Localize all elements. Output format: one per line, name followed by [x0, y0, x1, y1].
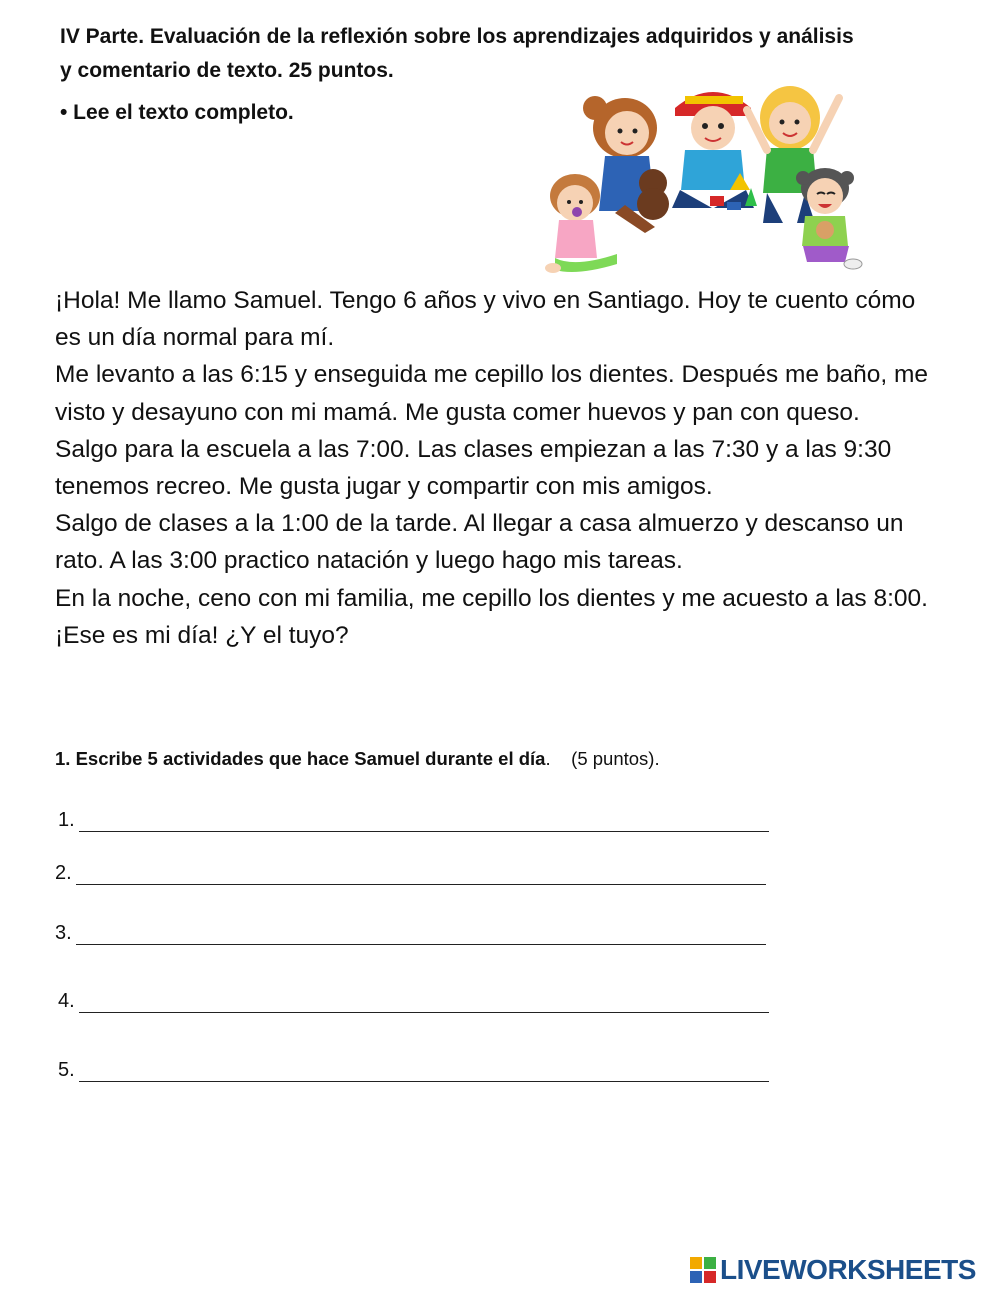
answer-input-4[interactable] — [79, 998, 769, 1016]
section-title: IV Parte. Evaluación de la reflexión sobre los aprendizajes adquiridos y análisis y comentario de texto. 25 puntos. — [60, 25, 854, 82]
read-instruction: • Lee el texto completo. — [60, 101, 294, 124]
question-points: (5 puntos). — [571, 748, 660, 769]
passage-paragraph: ¡Hola! Me llamo Samuel. Tengo 6 años y vivo en Santiago. Hoy te cuento cómo es un día normal para mí. — [55, 287, 916, 352]
answer-input-1[interactable] — [79, 817, 769, 835]
passage-paragraph: ¡Ese es mi día! ¿Y el tuyo? — [55, 621, 349, 649]
answer-number: 3. — [55, 922, 72, 944]
question-punct: . — [545, 748, 551, 769]
answer-row-3 — [55, 921, 766, 945]
answer-number: 4. — [58, 990, 75, 1012]
answer-number: 1. — [58, 809, 75, 831]
passage-paragraph: Salgo para la escuela a las 7:00. Las clases empiezan a las 7:30 y a las 9:30 tenemos recreo. Me gusta jugar y compartir con mis amigos. — [55, 435, 892, 501]
answer-number: 2. — [55, 862, 72, 884]
passage-paragraph: Me levanto a las 6:15 y enseguida me cepillo los dientes. Después me baño, me visto y desayuno con mi mamá. Me gusta comer huevos y pan con queso. — [55, 361, 928, 426]
liveworksheets-logo — [690, 1254, 976, 1286]
answer-row-4 — [58, 989, 769, 1013]
answer-input-5[interactable] — [79, 1067, 769, 1085]
answer-row-1 — [58, 808, 769, 832]
reading-passage — [55, 282, 945, 654]
answer-input-3[interactable] — [76, 930, 766, 948]
answer-input-2[interactable] — [76, 870, 766, 888]
children-playing-illustration — [535, 78, 875, 288]
liveworksheets-icon — [690, 1257, 716, 1283]
brand-name: LIVEWORKSHEETS — [720, 1254, 976, 1285]
question-prompt: 1. Escribe 5 actividades que hace Samuel durante el día — [55, 748, 546, 769]
passage-paragraph: Salgo de clases a la 1:00 de la tarde. Al llegar a casa almuerzo y descanso un rato. A las 3:00 practico natación y luego hago mis tareas. — [55, 510, 904, 575]
question-1 — [55, 745, 955, 773]
answer-number: 5. — [58, 1059, 75, 1081]
passage-paragraph: En la noche, ceno con mi familia, me cepillo los dientes y me acuesto a las 8:00. — [55, 584, 928, 612]
answer-row-2 — [55, 861, 766, 885]
answer-row-5 — [58, 1058, 769, 1082]
